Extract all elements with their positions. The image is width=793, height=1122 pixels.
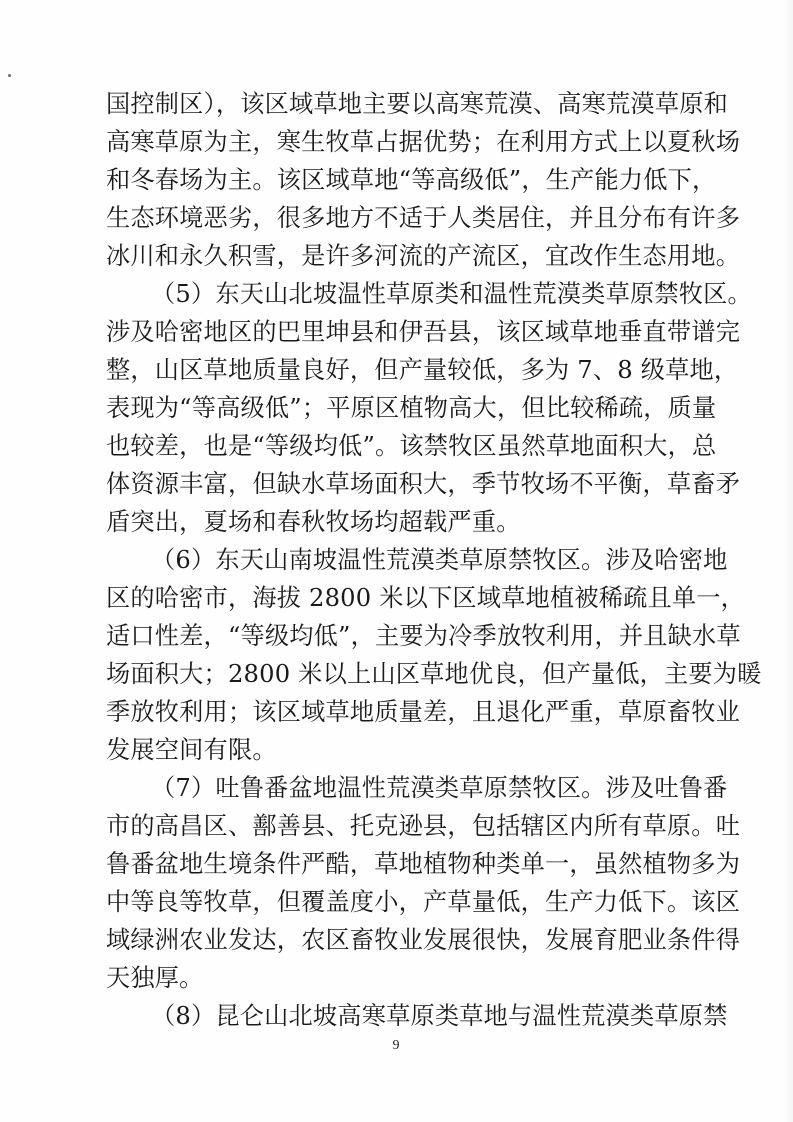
text-line: 中等良等牧草，但覆盖度小，产草量低，生产力低下。该区 (106, 888, 741, 916)
text-line: 涉及哈密地区的巴里坤县和伊吾县，该区域草地垂直带谱完 (106, 318, 741, 346)
text-line: 天独厚。 (106, 964, 204, 992)
text-line: 场面积大；2800 米以上山区草地优良，但产量低，主要为暖 (106, 660, 762, 688)
text-line: 鲁番盆地生境条件严酷，草地植物种类单一，虽然植物多为 (106, 850, 741, 878)
paragraph-7-first-line: （7）吐鲁番盆地温性荒漠类草原禁牧区。涉及吐鲁番 (151, 774, 728, 802)
text-line: 适口性差，“等级均低”，主要为冷季放牧利用，并且缺水草 (106, 622, 741, 650)
paragraph-6-first-line: （6）东天山南坡温性荒漠类草原禁牧区。涉及哈密地 (151, 546, 728, 574)
text-line: 季放牧利用；该区域草地质量差，且退化严重，草原畜牧业 (106, 698, 741, 726)
text-line: 发展空间有限。 (106, 736, 277, 764)
paragraph-5-first-line: （5）东天山北坡温性草原类和温性荒漠类草原禁牧区。 (151, 280, 752, 308)
text-line: 域绿洲农业发达，农区畜牧业发展很快，发展育肥业条件得 (106, 926, 741, 954)
scan-speck (8, 74, 11, 77)
text-line: 体资源丰富，但缺水草场面积大，季节牧场不平衡，草畜矛 (106, 470, 741, 498)
text-line: 区的哈密市，海拔 2800 米以下区域草地植被稀疏且单一， (106, 584, 746, 612)
text-line: 市的高昌区、鄯善县、托克逊县，包括辖区内所有草原。吐 (106, 812, 741, 840)
page-edge-shadow (783, 0, 793, 1122)
text-line: 和冬春场为主。该区域草地“等高级低”，生产能力低下， (106, 166, 717, 194)
text-line: 盾突出，夏场和春秋牧场均超载严重。 (106, 508, 521, 536)
page-number: 9 (392, 1038, 400, 1053)
text-line: 也较差，也是“等级均低”。该禁牧区虽然草地面积大，总 (106, 432, 717, 460)
text-line: 表现为“等高级低”；平原区植物高大，但比较稀疏，质量 (106, 394, 717, 422)
text-line: 冰川和永久积雪，是许多河流的产流区，宜改作生态用地。 (106, 242, 741, 270)
paragraph-8-first-line: （8）昆仑山北坡高寒草原类草地与温性荒漠类草原禁 (151, 1002, 728, 1030)
text-line: 整，山区草地质量良好，但产量较低，多为 7、8 级草地， (106, 356, 739, 384)
text-line: 国控制区），该区域草地主要以高寒荒漠、高寒荒漠草原和 (106, 90, 728, 118)
text-line: 生态环境恶劣，很多地方不适于人类居住，并且分布有许多 (106, 204, 741, 232)
text-line: 高寒草原为主，寒生牧草占据优势；在利用方式上以夏秋场 (106, 128, 741, 156)
